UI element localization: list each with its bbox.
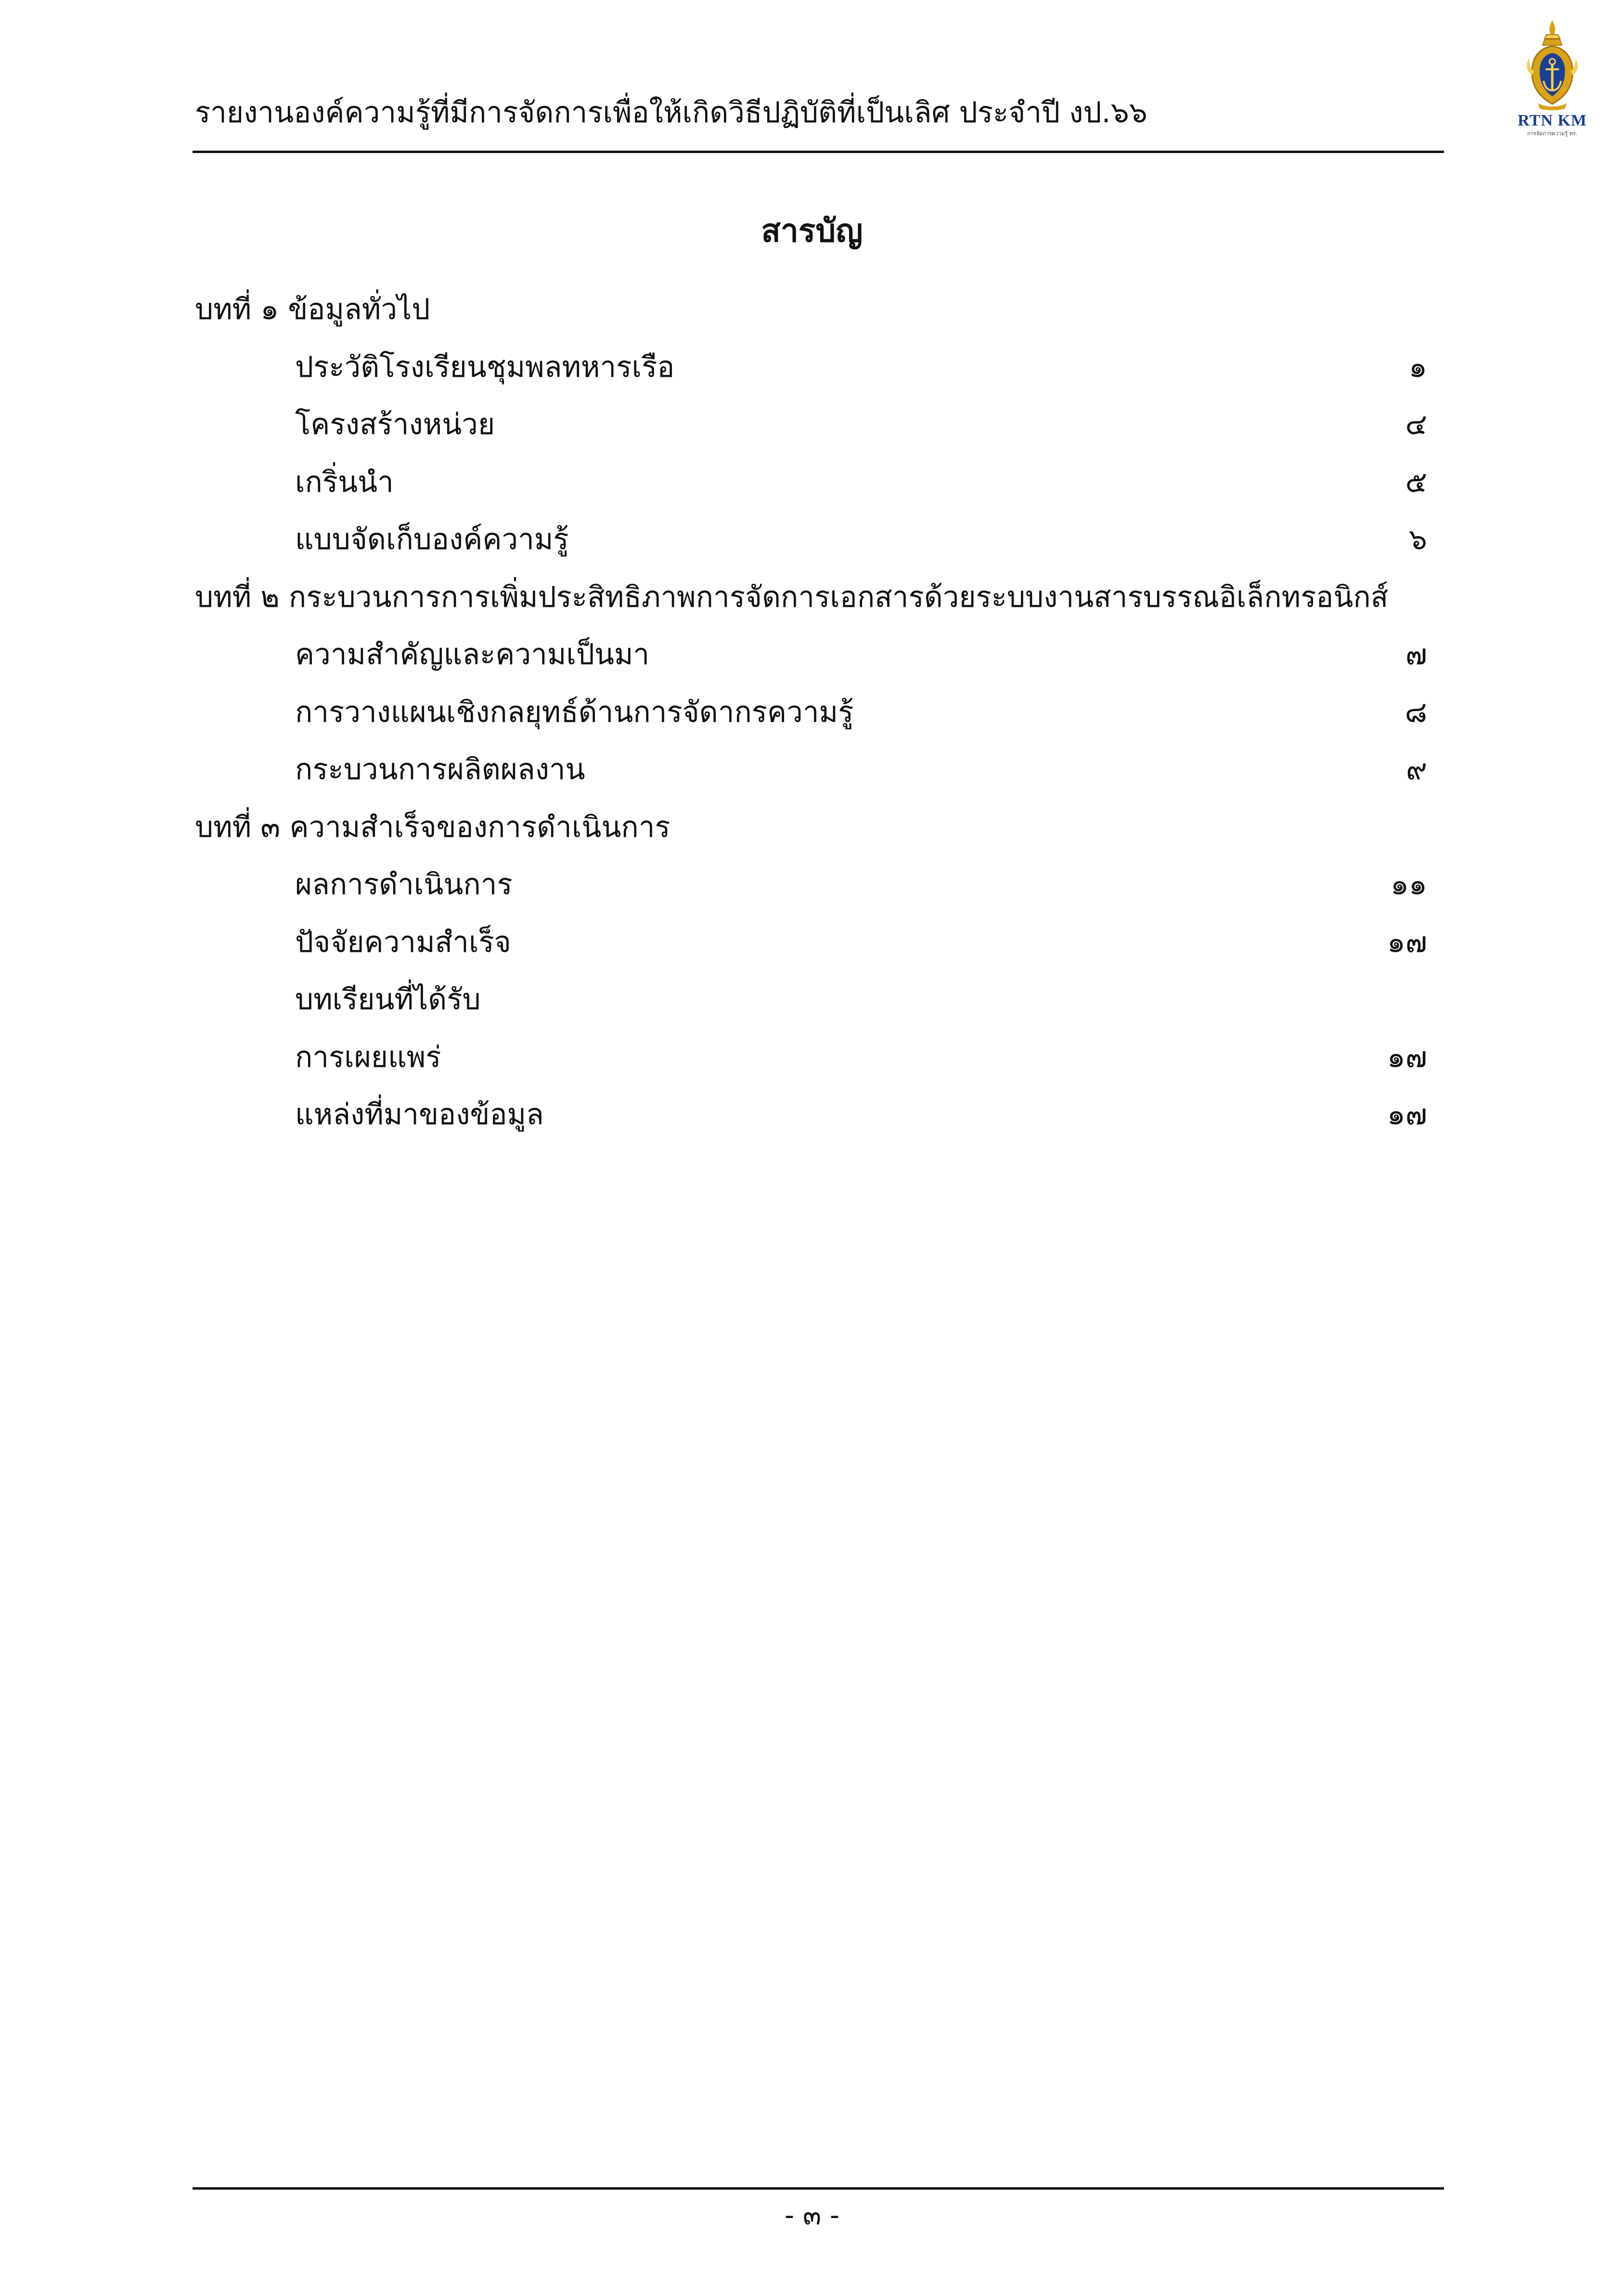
toc-entry-row: [195, 863, 1427, 921]
rtn-km-logo: [1504, 19, 1600, 142]
toc-entry-title: บทเรียนที่ได้รับ: [295, 983, 481, 1016]
toc-entry-title: แหล่งที่มาของข้อมูล: [295, 1098, 544, 1131]
toc-page-number: ๖: [1408, 523, 1427, 556]
toc-page-number: ๙: [1406, 753, 1427, 786]
toc-chapter-row: [195, 288, 1427, 346]
toc-entry-title: ความสำคัญและความเป็นมา: [295, 638, 650, 671]
header-title: รายงานองค์ความรู้ที่มีการจัดการเพื่อให้เกิดวิธีปฏิบัติที่เป็นเลิศ ประจำปี งป.๖๖: [195, 96, 1147, 129]
toc-entry-title: แบบจัดเก็บองค์ความรู้: [295, 523, 569, 556]
toc-entry-title: โครงสร้างหน่วย: [295, 408, 495, 441]
toc-entry-row: [195, 1036, 1427, 1093]
toc-page-number: ๑: [1408, 350, 1427, 384]
toc-heading: สารบัญ: [761, 212, 863, 249]
royal-emblem-icon: [1523, 19, 1581, 111]
toc-page-number: ๕: [1405, 465, 1427, 499]
toc-entry-title: กระบวนการผลิตผลงาน: [295, 753, 585, 786]
logo-title: RTN KM: [1518, 112, 1587, 129]
toc-chapter-title: บทที่ ๒ กระบวนการการเพิ่มประสิทธิภาพการจัดการเอกสารด้วยระบบงานสารบรรณอิเล็กทรอนิกส์: [195, 580, 1389, 614]
page-number: - ๓ -: [784, 2200, 840, 2231]
toc-page-number: ๑๗: [1387, 925, 1427, 959]
footer-divider: [193, 2187, 1444, 2190]
toc-entry-row: [195, 748, 1427, 806]
toc-entry-title: การวางแผนเชิงกลยุทธ์ด้านการจัดากรความรู้: [295, 695, 854, 729]
toc-chapter-row: [195, 576, 1427, 633]
toc-page-number: ๗: [1405, 638, 1427, 671]
toc-entry-title: ประวัติโรงเรียนชุมพลทหารเรือ: [295, 350, 675, 384]
toc-entry-row: [195, 403, 1427, 461]
toc-entry-row: [195, 921, 1427, 978]
toc-entry-row: [195, 691, 1427, 748]
table-of-contents: [195, 288, 1427, 1151]
toc-entry-title: ปัจจัยความสำเร็จ: [295, 925, 511, 959]
header-divider: [193, 151, 1444, 153]
toc-entry-title: ผลการดำเนินการ: [295, 868, 513, 901]
toc-chapter-title: บทที่ ๑ ข้อมูลทั่วไป: [195, 293, 430, 326]
toc-page-number: ๑๗: [1387, 1040, 1427, 1074]
toc-entry-row: [195, 633, 1427, 691]
toc-page-number: ๔: [1405, 408, 1427, 441]
toc-page-number: ๑๗: [1387, 1098, 1427, 1131]
toc-chapter-row: [195, 806, 1427, 863]
toc-page-number: ๑๑: [1390, 868, 1427, 901]
toc-entry-row: [195, 978, 1427, 1036]
toc-entry-row: [195, 461, 1427, 518]
toc-chapter-title: บทที่ ๓ ความสำเร็จของการดำเนินการ: [195, 810, 670, 844]
toc-entry-row: [195, 346, 1427, 403]
toc-entry-row: [195, 1093, 1427, 1151]
logo-subtitle: การจัดการความรู้ ทร.: [1527, 130, 1578, 137]
toc-entry-title: เกริ่นนำ: [295, 465, 394, 499]
toc-entry-row: [195, 518, 1427, 576]
toc-entry-title: การเผยแพร่: [295, 1040, 441, 1074]
toc-page-number: ๘: [1405, 695, 1427, 729]
